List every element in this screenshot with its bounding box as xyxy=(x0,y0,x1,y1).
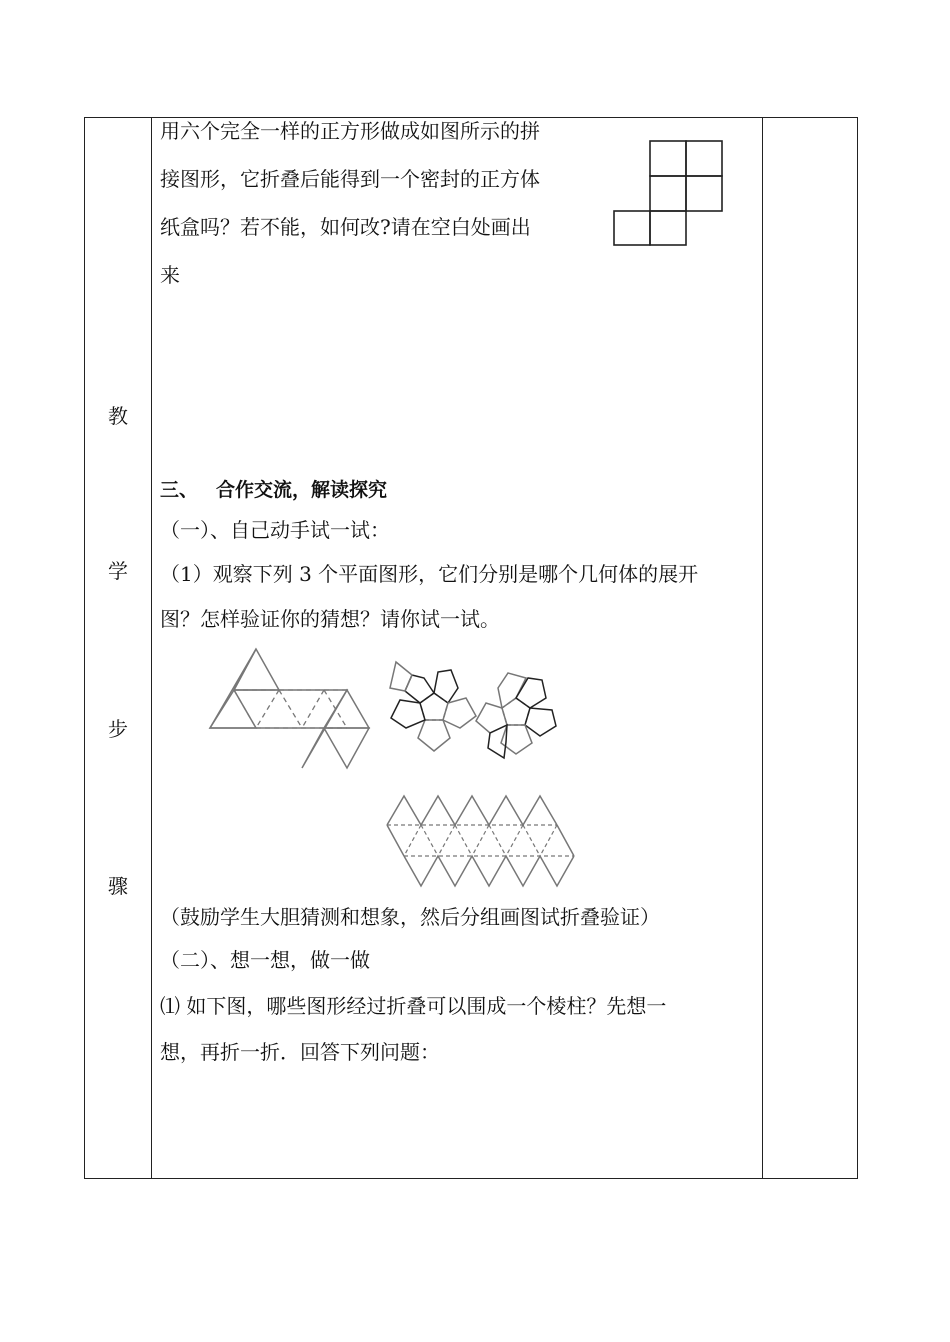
teaching-hint: （鼓励学生大胆猜测和想象，然后分组画图试折叠验证） xyxy=(160,905,660,929)
side-label-char-4: 骤 xyxy=(108,874,128,898)
column-divider-right xyxy=(762,118,763,1178)
intro-line-3: 纸盒吗？若不能，如何改?请在空白处画出 xyxy=(160,215,531,239)
side-label-char-2: 学 xyxy=(108,559,128,583)
intro-line-4: 来 xyxy=(160,263,180,287)
intro-line-1: 用六个完全一样的正方形做成如图所示的拼 xyxy=(160,119,540,143)
section-3-title: 合作交流，解读探究 xyxy=(216,479,388,501)
question-1-line-1: （1）观察下列 3 个平面图形，它们分别是哪个几何体的展开 xyxy=(160,562,699,586)
side-label-char-3: 步 xyxy=(108,717,128,741)
question-1-line-2: 图？怎样验证你的猜想？请你试一试。 xyxy=(160,607,500,631)
intro-line-2: 接图形，它折叠后能得到一个密封的正方体 xyxy=(160,167,540,191)
question-2-line-2: 想，再折一折．回答下列问题： xyxy=(160,1040,440,1064)
subsection-2-title: （二）、想一想，做一做 xyxy=(160,948,370,972)
column-divider-left xyxy=(151,118,152,1178)
triangle-net-figure xyxy=(209,646,379,770)
question-2-line-1: ⑴ 如下图，哪些图形经过折叠可以围成一个棱柱？先想一 xyxy=(160,994,667,1018)
subsection-1-title: （一）、自己动手试一试： xyxy=(160,518,390,542)
lesson-table xyxy=(84,117,858,1179)
pentagon-net-figure xyxy=(388,658,572,770)
section-3-number: 三、 xyxy=(160,479,199,501)
side-label-char-1: 教 xyxy=(108,404,128,428)
six-square-net-figure xyxy=(612,140,724,246)
icosahedron-net-figure xyxy=(385,794,577,888)
